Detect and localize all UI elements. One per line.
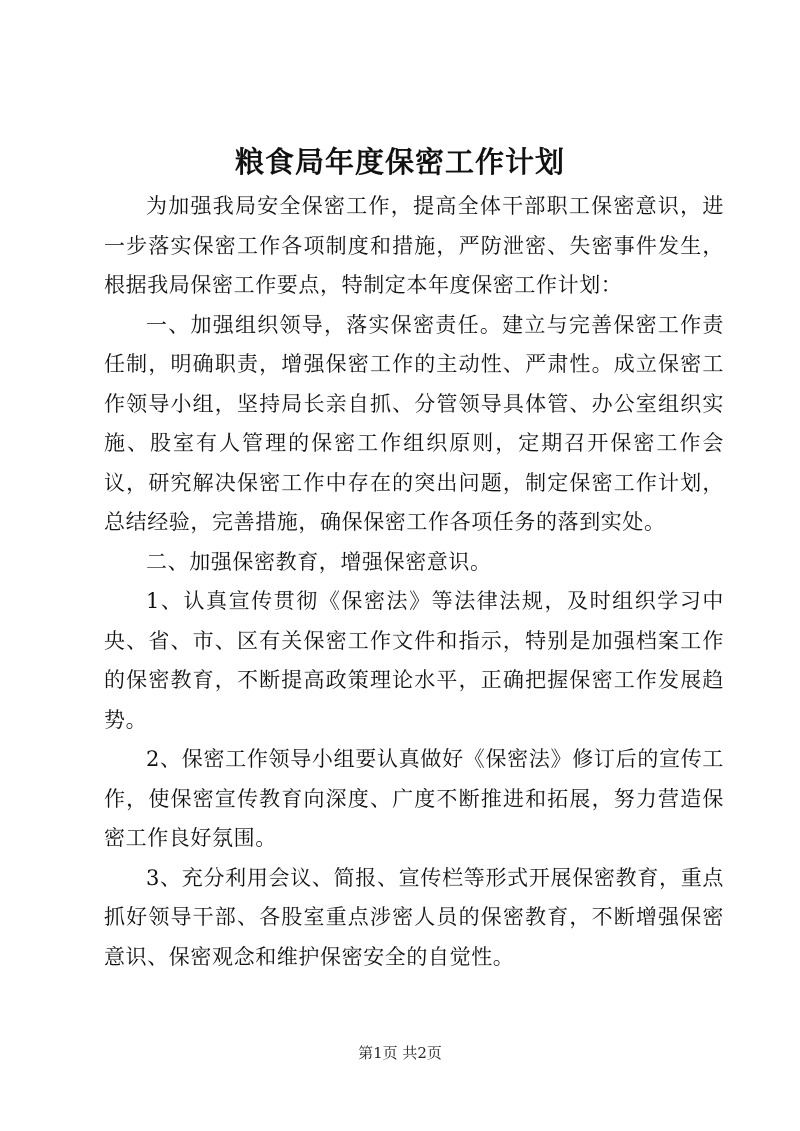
item-1-paragraph: 1、认真宣传贯彻《保密法》等法律法规，及时组织学习中央、省、市、区有关保密工作文件和指示，特别是加强档案工作的保密教育，不断提高政策理论水平，正确把握保密工作发展趋势。 [104, 589, 724, 732]
item-3-paragraph: 3、充分利用会议、简报、宣传栏等形式开展保密教育，重点抓好领导干部、各股室重点涉密人员的保密教育，不断增强保密意识、保密观念和维护保密安全的自觉性。 [104, 865, 724, 969]
section-1-paragraph: 一、加强组织领导，落实保密责任。建立与完善保密工作责任制，明确职责，增强保密工作的主动性、严肃性。成立保密工作领导小组，坚持局长亲自抓、分管领导具体管、办公室组织实施、股室有人管理的保密工作组织原则，定期召开保密工作会议，研究解决保密工作中存在的突出问题，制定保密工作计划，总结经验，完善措施，确保保密工作各项任务的落到实处。 [104, 312, 724, 534]
intro-paragraph: 为加强我局安全保密工作，提高全体干部职工保密意识，进一步落实保密工作各项制度和措施，严防泄密、失密事件发生，根据我局保密工作要点，特制定本年度保密工作计划： [104, 194, 724, 297]
item-2-paragraph: 2、保密工作领导小组要认真做好《保密法》修订后的宣传工作，使保密宣传教育向深度、广度不断推进和拓展，努力营造保密工作良好氛围。 [104, 747, 724, 850]
section-2-heading: 二、加强保密教育，增强保密意识。 [146, 549, 492, 574]
document-body [104, 187, 724, 977]
document-title: 粮食局年度保密工作计划 [234, 145, 565, 179]
page-number-footer: 第1页 共2页 [358, 1044, 442, 1062]
